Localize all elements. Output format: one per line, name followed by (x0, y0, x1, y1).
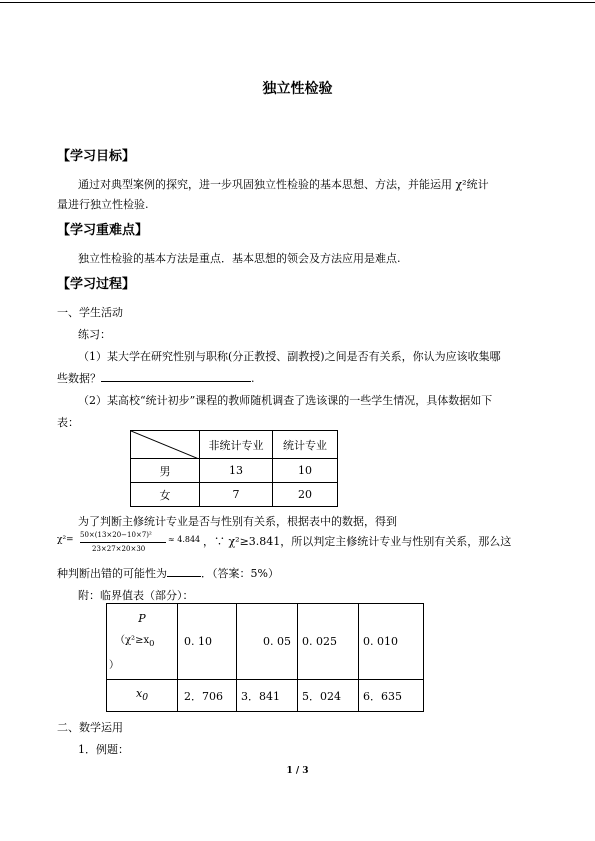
p-value-3: 0. 025 (298, 604, 359, 680)
goals-line-2: 量进行独立性检验. (57, 198, 149, 211)
fraction-bar (80, 542, 166, 543)
process-heading: 【学习过程】 (57, 277, 136, 292)
p-header-cell (107, 604, 178, 680)
formula-numerator: 50×(13×20−10×7)² (80, 531, 152, 539)
cell-female-non-stat: 7 (200, 483, 273, 507)
cell-male-stat: 10 (273, 459, 338, 483)
formula-approx: ≈ 4.844 (168, 535, 201, 544)
x-value-3: 5．024 (298, 680, 359, 712)
x0-sub: 0 (142, 692, 149, 704)
chi-square-conclusion: ，∵ χ²≥3.841，所以判定主修统计专业与性别有关系，那么这 (203, 535, 512, 548)
row-label-male: 男 (131, 459, 200, 483)
table-corner-cell (131, 431, 200, 459)
key-heading: 【学习重难点】 (57, 223, 149, 238)
critical-value-table (106, 603, 424, 712)
cell-male-non-stat: 13 (200, 459, 273, 483)
x0-label: x (135, 687, 143, 701)
appendix-label: 附：临界值表（部分）： (78, 589, 194, 602)
key-line: 独立性检验的基本方法是重点．基本思想的领会及方法应用是难点. (78, 252, 401, 265)
p-condition (107, 631, 177, 648)
example-label: 1．例题： (78, 743, 129, 756)
contingency-table (130, 430, 338, 507)
question-2-line-2: 表： (57, 416, 79, 429)
paragraph-line-1: 为了判断主修统计专业是否与性别有关系，根据表中的数据，得到 (78, 515, 397, 528)
activity-heading: 一、学生活动 (57, 306, 123, 319)
header-stat: 统计专业 (273, 431, 338, 459)
answer-blank-2[interactable] (167, 565, 201, 577)
chi-square-lhs: χ²= (57, 535, 74, 545)
p-value-4: 0. 010 (359, 604, 424, 680)
diagonal-line (131, 431, 199, 459)
error-prob-suffix: ．（答案：5%） (201, 567, 279, 580)
paragraph-line-3 (57, 565, 279, 581)
row-label-female: 女 (131, 483, 200, 507)
x-value-1: 2．706 (178, 680, 237, 712)
goals-heading: 【学习目标】 (57, 149, 136, 164)
p-condition-text: （χ²≥x (115, 635, 150, 646)
exercise-label: 练习： (78, 328, 111, 341)
p-condition-sub: 0 (149, 638, 155, 648)
header-non-stat: 非统计专业 (200, 431, 273, 459)
formula-denominator: 23×27×20×30 (92, 545, 146, 553)
p-condition-close: ） (109, 660, 119, 671)
question-1-suffix: . (251, 372, 255, 385)
p-value-2: 0. 05 (237, 604, 298, 680)
error-prob-prefix: 种判断出错的可能性为 (57, 567, 167, 580)
math-apply-heading: 二、数学运用 (57, 721, 123, 734)
x-value-4: 6．635 (359, 680, 424, 712)
cell-female-stat: 20 (273, 483, 338, 507)
page-title: 独立性检验 (262, 81, 333, 97)
p-label: P (138, 612, 146, 625)
answer-blank-1[interactable] (101, 370, 251, 382)
goals-line-1: 通过对典型案例的探究，进一步巩固独立性检验的基本思想、方法，并能运用 χ²统计 (78, 178, 489, 191)
top-rule (0, 2, 595, 3)
p-value-1: 0. 10 (178, 604, 237, 680)
x0-header-cell (107, 680, 178, 712)
question-1-line-1: （1）某大学在研究性别与职称(分正教授、副教授)之间是否有关系，你认为应该收集哪 (78, 350, 501, 363)
page-number: 1 / 3 (286, 766, 309, 776)
question-2-line-1: （2）某高校“统计初步”课程的教师随机调查了选该课的一些学生情况，具体数据如下 (78, 394, 493, 407)
question-1-line-2 (57, 370, 255, 386)
x-value-2: 3．841 (237, 680, 298, 712)
question-1-prefix: 些数据？ (57, 372, 101, 385)
